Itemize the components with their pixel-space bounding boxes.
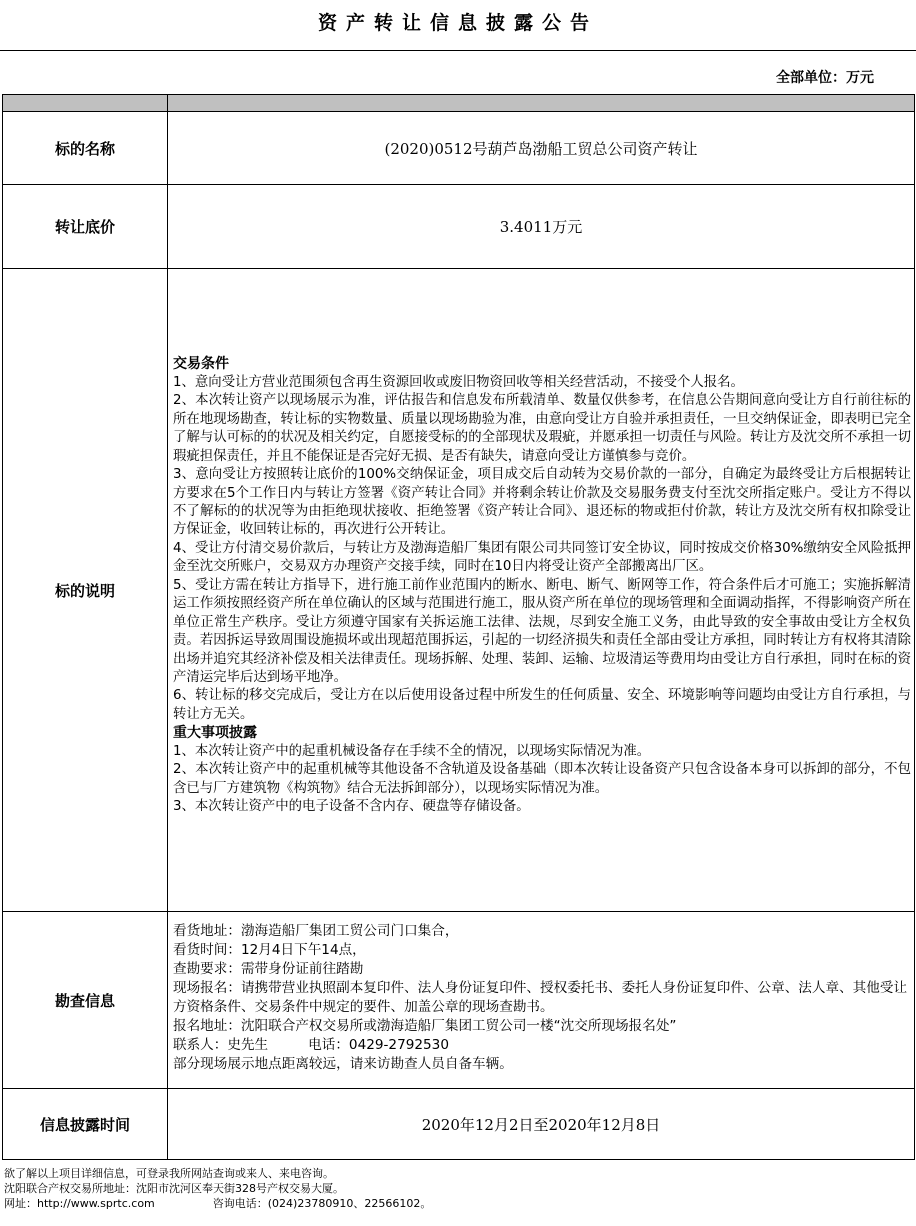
trade-condition-item: 4、受让方付清交易价款后，与转让方及渤海造船厂集团有限公司共同签订安全协议，同时按成交价格30%缴纳安全风险抵押金至沈交所账户，交易双方办理资产交接手续，同时在10日内将受让资产全部搬离出厂区。 (173, 540, 911, 575)
table-row-price (3, 185, 915, 269)
trade-condition-item: 5、受让方需在转让方指导下，进行施工前作业范围内的断水、断电、断气、断网等工作，符合条件后才可施工；实施拆解清运工作须按照经资产所在单位确认的区域与范围进行施工，服从资产所在单位的现场管理和全面调动指挥，不得影响资产所在单位正常生产秩序。受让方须遵守国家有关拆运施工法律、法规，尽到安全施工义务，由此导致的安全事故由受让方全权负责。若因拆运导致周围设施损坏或出现超范围拆运，引起的一切经济损失和责任全部由受让方承担，同时转让方有权将其清除出场并追究其经济补偿及相关法律责任。现场拆解、处理、装卸、运输、垃圾清运等费用均由受让方自行承担，同时在标的资产清运完毕后达到场平地净。 (173, 577, 911, 686)
page-title: 资产转让信息披露公告 (317, 12, 598, 34)
footer-hotline: 咨询电话：(024)23780910、22566102。 (212, 1197, 432, 1210)
footer-line-1: 欲了解以上项目详细信息，可登录我所网站查询或来人、来电咨询。 (4, 1167, 334, 1180)
table-row-disclosure (3, 1089, 915, 1160)
table-header-row (3, 95, 915, 112)
major-matter-item: 2、本次转让资产中的起重机械等其他设备不含轨道及设备基础（即本次转让设备资产只包含设备本身可以拆卸的部分，不包含已与厂方建筑物《构筑物》结合无法拆卸部分），以现场实际情况为准。 (173, 762, 911, 796)
contact-line (173, 1036, 911, 1055)
name-value: (2020)0512号葫芦岛渤船工贸总公司资产转让 (168, 112, 915, 185)
trade-condition-item: 2、本次转让资产以现场展示为准，评估报告和信息发布所载清单、数量仅供参考，在信息公告期间意向受让方自行前往标的所在地现场勘查，转让标的实物数量、质量以现场勘验为准，由意向受让方自验并承担责任，一旦交纳保证金，即表明已完全了解与认可标的的状况及相关约定，自愿接受标的的全部现状及瑕疵，并愿承担一切责任与风险。转让方及沈交所不承担一切瑕疵担保责任，并且不能保证是否完好无损、是否有缺失，请意向受让方谨慎参与竞价。 (173, 393, 911, 464)
table-row-survey (3, 912, 915, 1089)
survey-content (168, 912, 915, 1089)
footer-line-3 (4, 1196, 431, 1211)
footer (4, 1166, 431, 1211)
header-cell (168, 95, 915, 112)
major-matters-heading: 重大事项披露 (173, 725, 257, 742)
title-divider (0, 50, 916, 51)
survey-note: 部分现场展示地点距离较远，请来访勘查人员自备车辆。 (173, 1056, 513, 1072)
contact-phone: 电话：0429-2792530 (308, 1037, 449, 1053)
trade-condition-item: 6、转让标的移交完成后，受让方在以后使用设备过程中所发生的任何质量、安全、环境影响等问题均由受让方自行承担，与转让方无关。 (173, 688, 911, 722)
table-row-name (3, 112, 915, 185)
unit-note: 全部单位：万元 (776, 70, 874, 86)
viewing-time: 看货时间：12月4日下午14点， (173, 942, 366, 958)
disclosure-table (2, 94, 915, 1160)
table-row-description (3, 269, 915, 912)
price-value: 3.4011万元 (168, 185, 915, 269)
trade-condition-item: 3、意向受让方按照转让底价的100%交纳保证金，项目成交后自动转为交易价款的一部分，自确定为最终受让方后根据转让方要求在5个工作日内与转让方签署《资产转让合同》并将剩余转让价款及交易服务费支付至沈交所指定账户。受让方不得以不了解标的的状况等为由拒绝现状接收、拒绝签署《资产转让合同》、退还标的物或拒付价款，转让方及沈交所有权扣除受让方保证金，收回转让标的，再次进行公开转让。 (173, 467, 911, 538)
name-label: 标的名称 (3, 112, 168, 185)
disclosure-label: 信息披露时间 (3, 1089, 168, 1160)
footer-line-2: 沈阳联合产权交易所地址：沈阳市沈河区奉天街328号产权交易大厦。 (4, 1182, 344, 1195)
disclosure-value: 2020年12月2日至2020年12月8日 (168, 1089, 915, 1160)
description-label: 标的说明 (3, 269, 168, 912)
price-label: 转让底价 (3, 185, 168, 269)
major-matter-item: 1、本次转让资产中的起重机械设备存在手续不全的情况，以现场实际情况为准。 (173, 743, 651, 759)
onsite-registration: 现场报名：请携带营业执照副本复印件、法人身份证复印件、授权委托书、委托人身份证复印件、公章、法人章、其他受让方资格条件、交易条件中规定的要件、加盖公章的现场查勘书。 (173, 980, 908, 1015)
header-cell (3, 95, 168, 112)
major-matter-item: 3、本次转让资产中的电子设备不含内存、硬盘等存储设备。 (173, 799, 530, 815)
survey-requirement: 查勘要求：需带身份证前往踏勘 (173, 961, 364, 977)
description-content (168, 269, 915, 912)
contact-person: 联系人：史先生 (173, 1037, 269, 1053)
trade-conditions-heading: 交易条件 (173, 356, 229, 373)
footer-website: 网址：http://www.sprtc.com (4, 1197, 155, 1210)
trade-condition-item: 1、意向受让方营业范围须包含再生资源回收或废旧物资回收等相关经营活动，不接受个人报名。 (173, 374, 744, 390)
viewing-address: 看货地址：渤海造船厂集团工贸公司门口集合， (173, 923, 459, 939)
survey-label: 勘查信息 (3, 912, 168, 1089)
registration-address: 报名地址：沈阳联合产权交易所或渤海造船厂集团工贸公司一楼“沈交所现场报名处” (173, 1018, 677, 1034)
